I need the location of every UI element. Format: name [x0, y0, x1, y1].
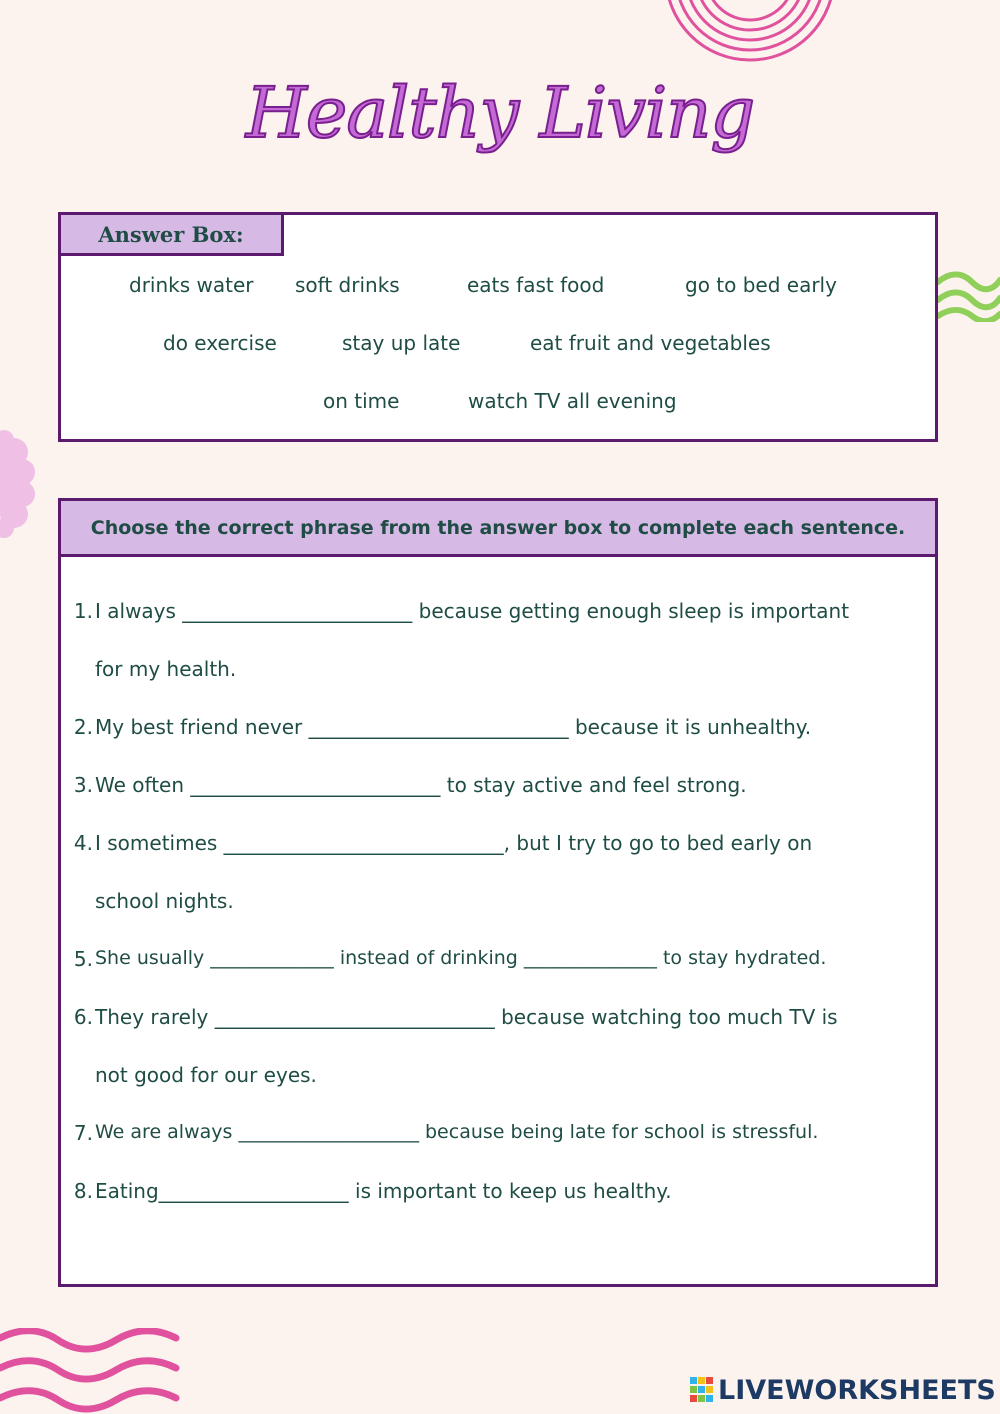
pink-flower-decoration — [0, 428, 36, 538]
answer-phrase: do exercise — [163, 331, 277, 355]
question-text: We are always ___________________ because being late for school is stressful. — [95, 1121, 819, 1143]
question-text: school nights. — [95, 889, 234, 913]
question-text: They rarely ____________________________ because watching too much TV is — [95, 1005, 838, 1029]
question-number: 6. — [73, 1005, 93, 1029]
question-text: I sometimes ____________________________, but I try to go to bed early on — [95, 831, 813, 855]
question-text: My best friend never __________________________ because it is unhealthy. — [95, 715, 812, 739]
answer-box — [58, 212, 938, 442]
answer-phrase: soft drinks — [295, 273, 400, 297]
question-number: 8. — [73, 1179, 93, 1203]
worksheet-title: Healthy Living — [245, 72, 755, 154]
answer-box-label: Answer Box: — [61, 215, 284, 256]
exercise-instruction: Choose the correct phrase from the answer box to complete each sentence. — [61, 501, 935, 557]
question-number: 7. — [73, 1121, 93, 1145]
question-text: not good for our eyes. — [95, 1063, 317, 1087]
liveworksheets-brand[interactable] — [690, 1372, 996, 1408]
answer-phrase: drinks water — [129, 273, 254, 297]
question-number: 5. — [73, 947, 93, 971]
brand-name: LIVEWORKSHEETS — [718, 1374, 996, 1406]
answer-phrase: stay up late — [342, 331, 461, 355]
liveworksheets-logo-icon — [690, 1377, 714, 1403]
answer-phrase: eats fast food — [467, 273, 605, 297]
question-number: 1. — [73, 599, 93, 623]
question-text: We often _________________________ to stay active and feel strong. — [95, 773, 747, 797]
answer-phrase: on time — [323, 389, 400, 413]
question-text: She usually _____________ instead of drinking ______________ to stay hydrated. — [95, 947, 827, 969]
answer-phrase: eat fruit and vegetables — [530, 331, 771, 355]
green-wave-decoration — [936, 268, 1000, 322]
question-number: 2. — [73, 715, 93, 739]
question-text: for my health. — [95, 657, 237, 681]
question-number: 4. — [73, 831, 93, 855]
concentric-circles-decoration — [660, 0, 840, 64]
answer-phrase: go to bed early — [685, 273, 837, 297]
question-text: I always _______________________ because getting enough sleep is important — [95, 599, 850, 623]
pink-wave-decoration — [0, 1328, 180, 1414]
exercise-box — [58, 498, 938, 1287]
question-text: Eating___________________ is important to keep us healthy. — [95, 1179, 672, 1203]
answer-phrase: watch TV all evening — [468, 389, 677, 413]
question-number: 3. — [73, 773, 93, 797]
